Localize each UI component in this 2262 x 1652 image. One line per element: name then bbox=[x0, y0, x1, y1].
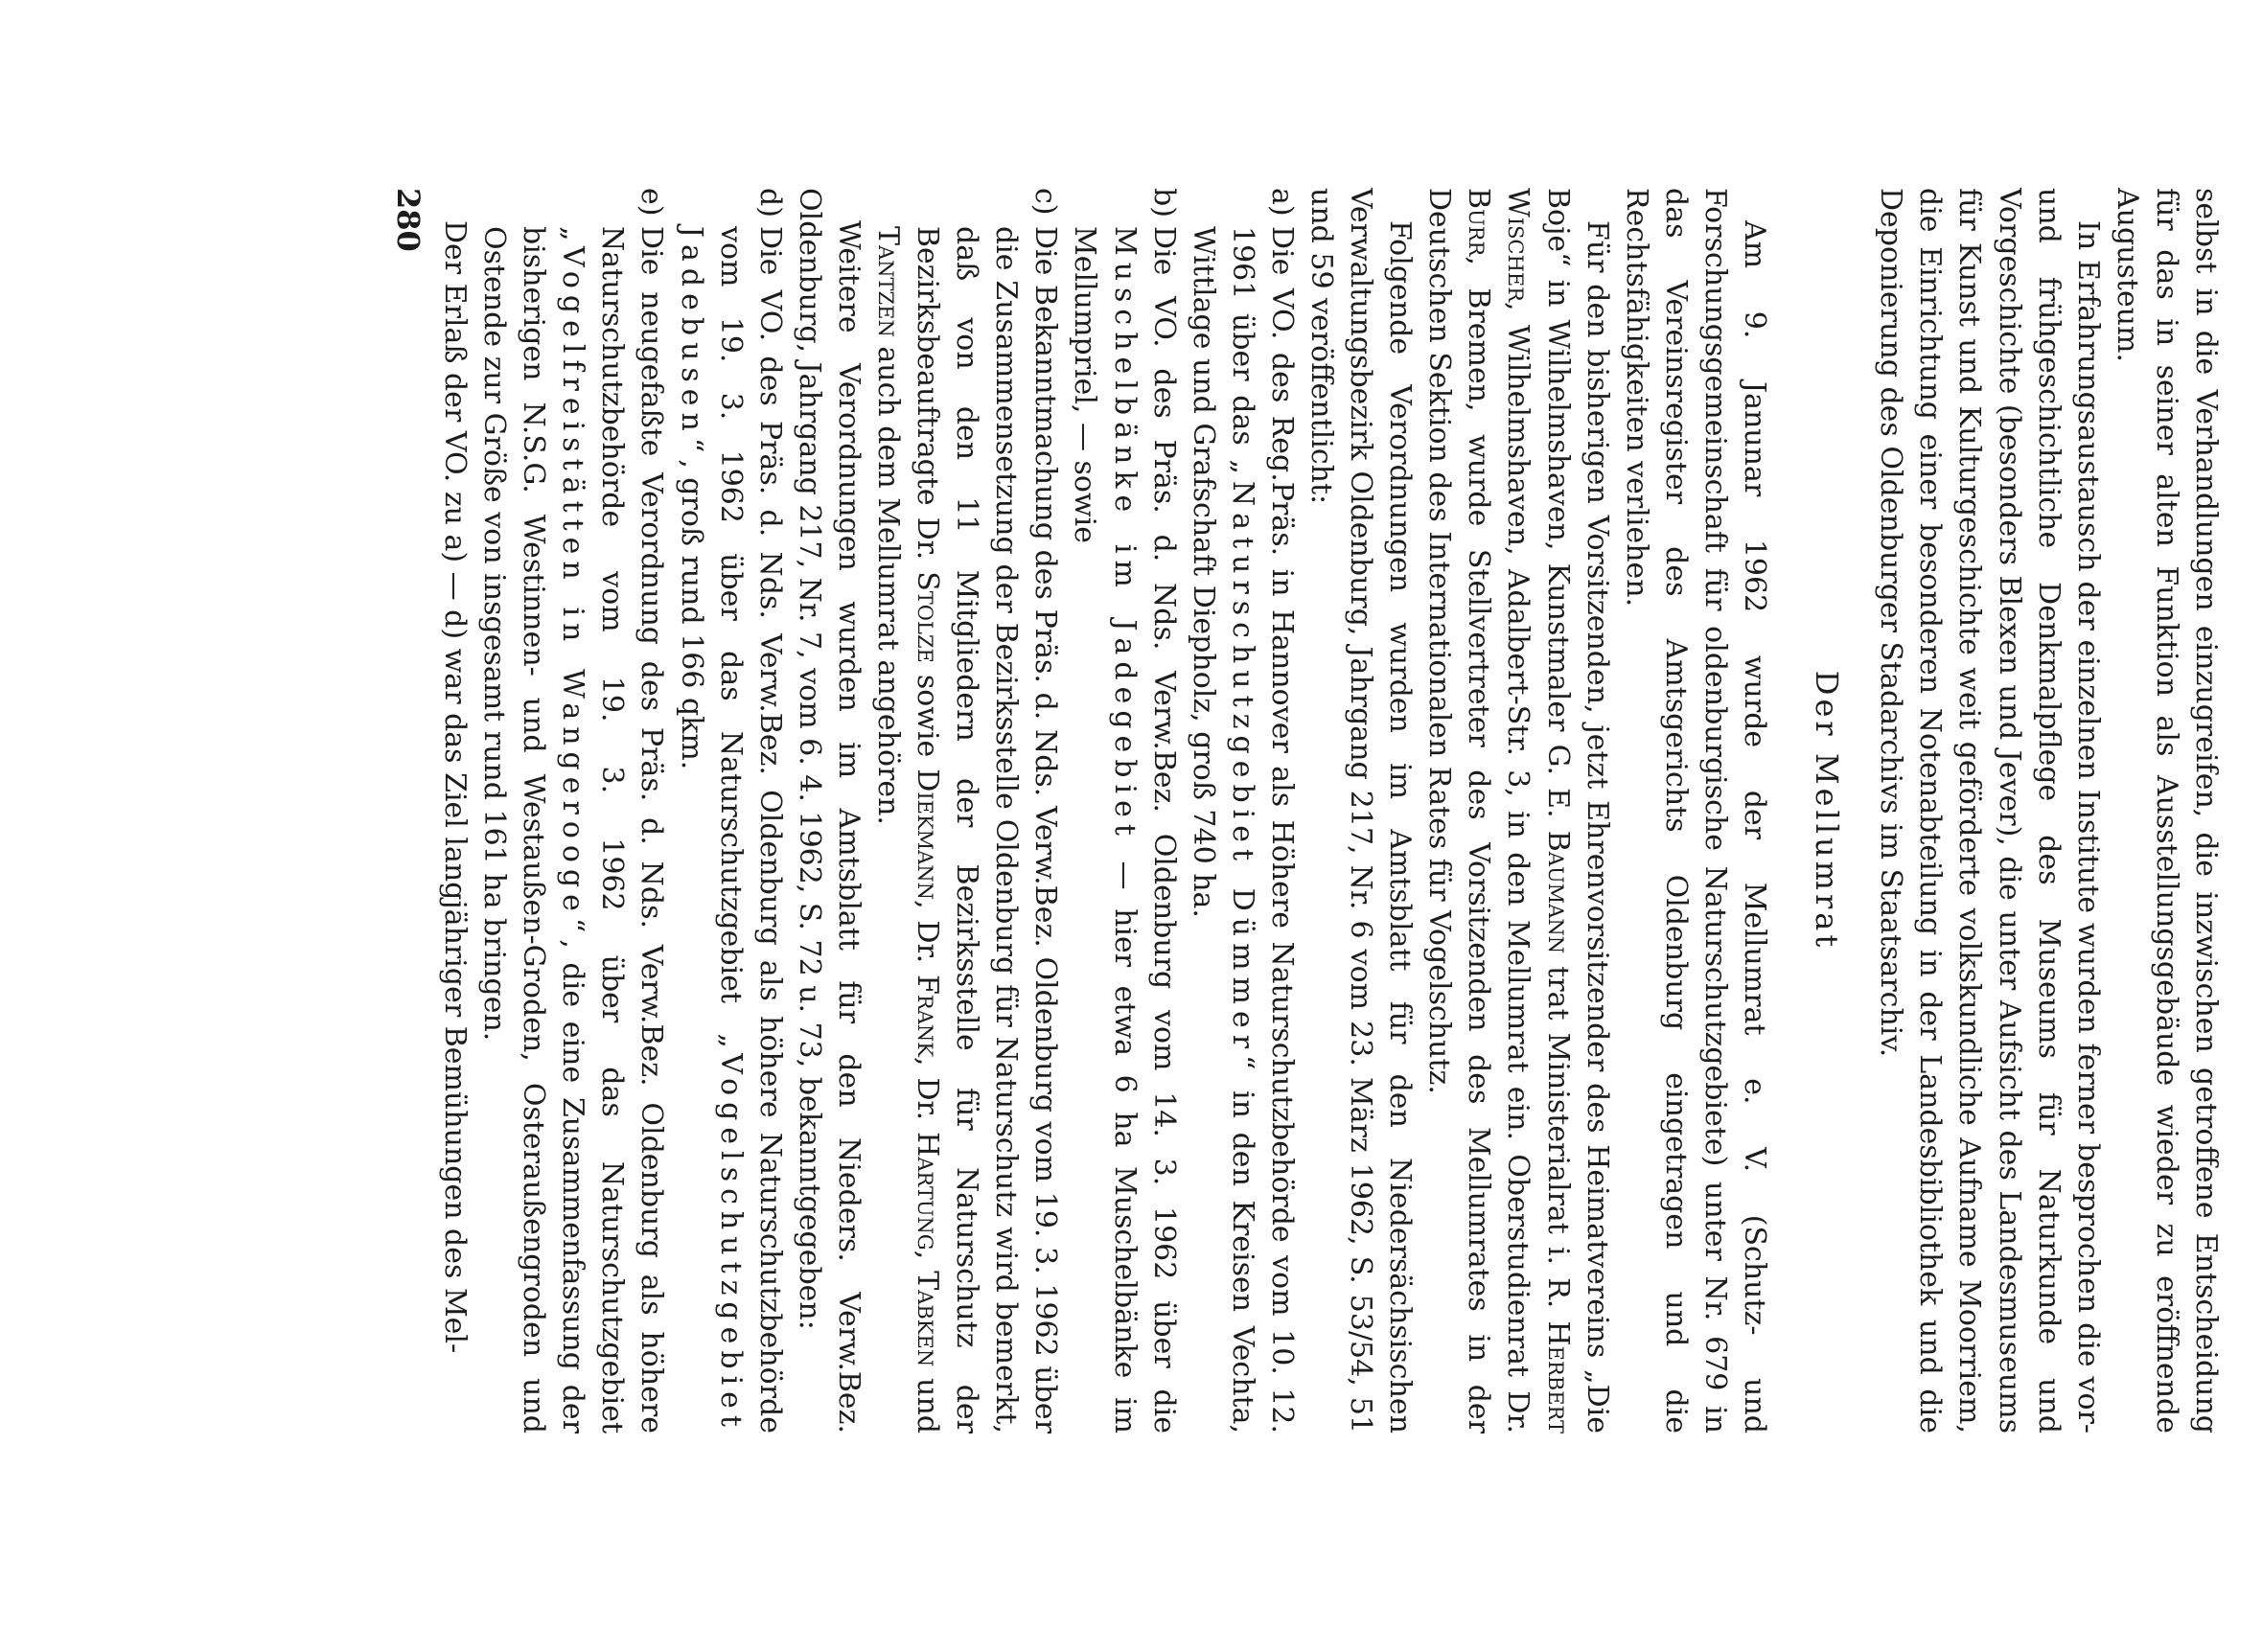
paragraph-register: Am 9. Janunar 1962 wurde der Mellumrat e. V. (Schutz- und Forschungsgemeinschaft für oldenburgische Naturschutzgebiete) unter Nr. 679 in das Vereinsregister des Amtsgerichts Oldenburg eingetragen und die Rechtsfähigkeiten verliehen. bbox=[1619, 188, 1772, 1434]
text-run: in den Kreisen Vechta, Wittlage und Grafschaft Diepholz, groß 740 ha. bbox=[1186, 226, 1259, 1434]
list-item-text bbox=[671, 226, 789, 1434]
list-item-text bbox=[1065, 226, 1183, 1434]
list-marker: d) bbox=[752, 188, 787, 218]
list-item-d bbox=[671, 188, 789, 1434]
paragraph-regulations: Folgende Verordnungen wurden im Amtsblatt für den Niedersächsischen Verwaltungsbezirk Oldenburg, Jahrgang 217, Nr. 6 vom 23. März 1962, S. 53/54, 51 und 59 veröffentlicht: bbox=[1304, 188, 1418, 1434]
paragraph-further: Weitere Verordnungen wurden im Amtsblatt für den Nieders. Verw.Bez. Oldenburg, Jahrgang 217, Nr. 7, vom 6. 4. 1962, S. 72 u. 73, bekanntgegeben: bbox=[792, 188, 866, 1434]
list-item-text bbox=[868, 226, 1065, 1434]
paragraph-institutes: In Erfahrungsaustausch der einzelnen Institute wurden ferner besprochen die vor- und frühgeschichtliche Denkmalpflege des Museums für Naturkunde und Vorgeschichte (besonders Blexen und Jever), die unter Aufsicht des Landesmuseums für Kunst und Kulturgeschichte weit geförderte volkskundliche Aufname Moorriem, die Einrichtung einer besonderen Notenabteilung in der Landesbibliothek und die Deponierung des Oldenburger Stadarchivs im Staatsarchiv. bbox=[1874, 188, 2105, 1434]
text-run: auch dem Mellumrat angehören. bbox=[871, 336, 905, 825]
text-run: , Wilhelmshaven, Adalbert-Str. 3, in den Mellumrat ein. Oberstudienrat Dr. bbox=[1501, 302, 1535, 1434]
spaced-title: „Vogelfreistätten in Wangerooge“ bbox=[556, 226, 590, 940]
list-marker: a) bbox=[1264, 188, 1299, 217]
text-run: , Dr. bbox=[911, 1057, 945, 1133]
spaced-title: Muschelbänke im Jadegebiet bbox=[1107, 226, 1142, 842]
text-run: , bbox=[911, 1250, 945, 1272]
paragraph-chair bbox=[1420, 188, 1616, 1434]
text-run: sowie bbox=[911, 662, 945, 769]
text-run: und bbox=[911, 1366, 945, 1434]
person-name: Stolze bbox=[911, 571, 945, 663]
text-run: Die VO. des Reg.Präs. in Hannover als Höhere Naturschutzbehörde vom 10. 12. 1961 über das bbox=[1225, 226, 1299, 1434]
person-name: Baumann bbox=[1540, 830, 1575, 954]
person-name: Tantzen bbox=[871, 226, 905, 337]
list-marker: b) bbox=[1146, 188, 1181, 218]
list-item-b bbox=[1065, 188, 1183, 1434]
text-run: Die neugefaßte Verordnung des Präs. d. Nds. Verw.Bez. Oldenburg als höhere Naturschutzbehörde vom 19. 3. 1962 über das Naturschutzgebiet bbox=[595, 226, 669, 1434]
text-run: trat Ministerialrat i. R. bbox=[1540, 953, 1575, 1321]
list-marker: c) bbox=[1028, 188, 1063, 216]
person-name: Hartung bbox=[911, 1132, 945, 1250]
list-marker: e) bbox=[635, 188, 669, 217]
person-name: Diekmann bbox=[911, 769, 945, 901]
spaced-title: „Naturschutzgebiet Dümmer“ bbox=[1225, 459, 1259, 1077]
text-run: , Bremen, wurde Stellvertreter des Vorsitzenden des Mellumrates in der Deutschen Sektion des Internationalen Rates für Vogelschutz. bbox=[1422, 188, 1496, 1434]
text-run: , Dr. bbox=[911, 900, 945, 975]
text-run: Die Bekanntmachung des Präs. d. Nds. Verw.Bez. Oldenburg vom 19. 3. 1962 über die Zusammensetzung der Bezirksstelle Oldenburg für Naturschutz wird bemerkt, daß von den 11 Mitgliedern der Bezirksstelle für Naturschutz der Bezirksbeauftragte Dr. bbox=[911, 226, 1063, 1434]
person-name: Herbert Wischer bbox=[1501, 188, 1575, 1434]
list-item-a bbox=[1184, 188, 1302, 1434]
list-item-e bbox=[474, 188, 671, 1434]
text-run: , groß rund 166 qkm. bbox=[674, 459, 708, 770]
section-heading: Der Mellumrat bbox=[1809, 670, 1846, 952]
list-item-text bbox=[1184, 226, 1302, 1434]
person-name: Burr bbox=[1462, 188, 1496, 257]
list-item-c bbox=[868, 188, 1065, 1434]
text-run: , die eine Zusammenfassung der bisherigen N.S.G. Westinnen- und Westaußen-Groden, Osteraußengroden und Ostende zur Größe von insgesamt rund 161 ha bringen. bbox=[477, 226, 590, 1434]
spaced-title: „Vogelschutzgebiet Jadebusen“ bbox=[674, 226, 748, 1434]
page-number: 280 bbox=[389, 188, 427, 252]
text-run: — hier etwa 6 ha Muschelbänke im Mellumpriel, — sowie bbox=[1068, 226, 1142, 1434]
person-name: Frank bbox=[911, 975, 945, 1057]
paragraph-intro: selbst in die Verhandlungen einzugreifen, die inzwischen getroffene Entscheidung für das in seiner alten Funktion als Ausstellungsgebäude wieder zu eröffnende Augusteum. bbox=[2110, 188, 2223, 1434]
document-page bbox=[107, 188, 2226, 1434]
text-run: Die VO. des Präs. d. Nds. Verw.Bez. Oldenburg vom 14. 3. 1962 über die bbox=[1146, 226, 1181, 1434]
text-run: Die VO. des Präs. d. Nds. Verw.Bez. Oldenburg als höhere Naturschutzbehörde vom 19. 3. 1962 über das Naturschutzgebiet bbox=[713, 226, 787, 1434]
paragraph-last: Der Erlaß der VO. zu a) — d) war das Ziel langjähriger Bemühungen des Mel- bbox=[437, 220, 472, 1354]
text-run: Für den bisherigen Vorsitzenden, jetzt Ehrenvorsitzender des Heimatvereins „Die Boje“ in Wilhelmshaven, Kunstmaler G. E. bbox=[1540, 188, 1614, 1434]
person-name: Tabken bbox=[911, 1271, 945, 1367]
list-item-text bbox=[474, 226, 671, 1434]
